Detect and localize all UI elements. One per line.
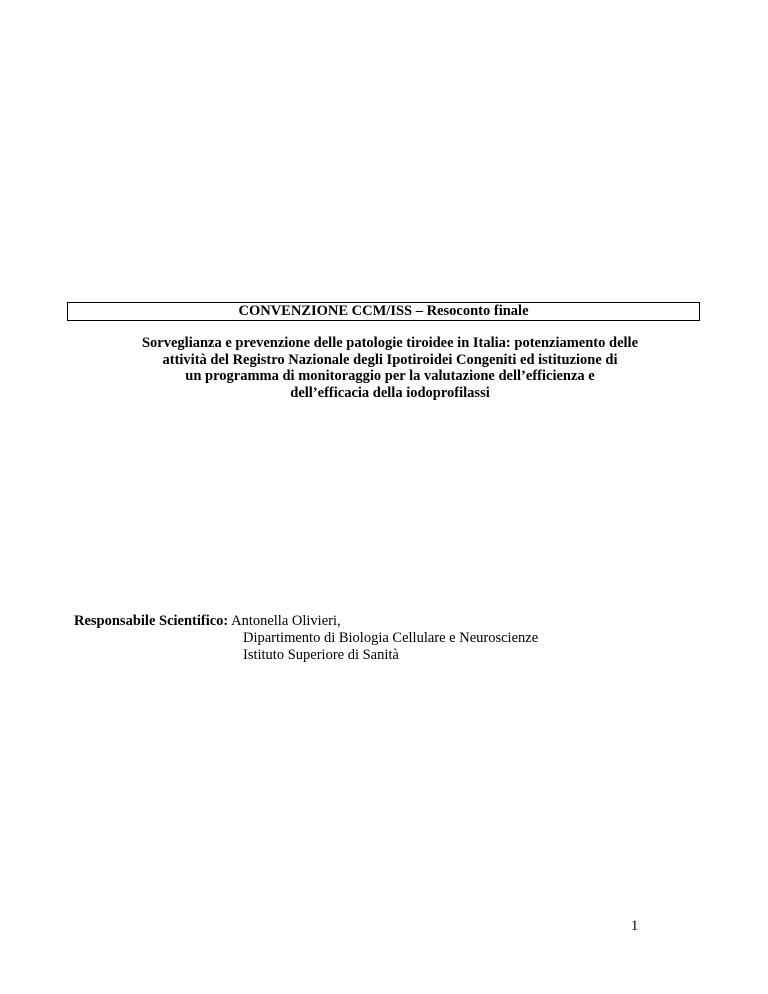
document-subtitle xyxy=(60,335,720,401)
subtitle-line-4: dell’efficacia della iodoprofilassi xyxy=(290,384,490,401)
page-number: 1 xyxy=(631,918,639,934)
responsabile-department: Dipartimento di Biologia Cellulare e Neuroscienze xyxy=(243,630,539,646)
responsabile-name: Antonella Olivieri, xyxy=(231,613,341,629)
subtitle-line-1: Sorveglianza e prevenzione delle patologie tiroidee in Italia: potenziamento delle xyxy=(141,335,639,351)
responsabile-scientifico xyxy=(74,613,341,630)
document-title: CONVENZIONE CCM/ISS – Resoconto finale xyxy=(238,303,529,319)
subtitle-line-2: attività del Registro Nazionale degli Ipotiroidei Congeniti ed istituzione di xyxy=(162,351,618,368)
subtitle-line-3: un programma di monitoraggio per la valutazione dell’efficienza e xyxy=(185,368,595,384)
document-title-box xyxy=(67,302,700,321)
responsabile-institute: Istituto Superiore di Sanità xyxy=(243,647,399,663)
responsabile-label: Responsabile Scientifico: xyxy=(74,613,229,629)
